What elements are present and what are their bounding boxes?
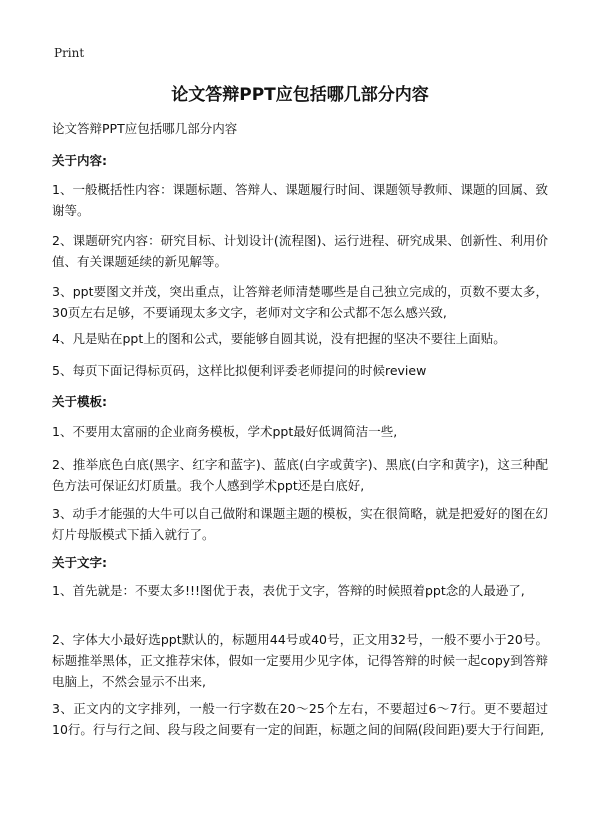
section-heading-content: 关于内容: (52, 153, 107, 168)
section-heading-text: 关于文字: (52, 555, 107, 570)
section-heading-template: 关于模板: (52, 394, 107, 409)
paragraph: 2、课题研究内容：研究目标、计划设计(流程图)、运行进程、研究成果、创新性、利用价值、有关课题延续的新见解等。 (52, 233, 548, 269)
paragraph: 1、首先就是：不要太多!!!图优于表，表优于文字，答辩的时候照着ppt念的人最逊了, (52, 583, 525, 598)
paragraph: 3、正文内的文字排列，一般一行字数在20～25个左右，不要超过6～7行。更不要超过10行。行与行之间、段与段之间要有一定的间距，标题之间的间隔(段间距)要大于行间距, (52, 701, 548, 737)
paragraph: 1、不要用太富丽的企业商务模板，学术ppt最好低调简洁一些, (52, 424, 398, 439)
paragraph: 2、推举底色白底(黑字、红字和蓝字)、蓝底(白字或黄字)、黑底(白字和黄字)，这三种配色方法可保证幻灯质量。我个人感到学术ppt还是白底好, (52, 457, 548, 493)
paragraph: 4、凡是贴在ppt上的图和公式，要能够自圆其说，没有把握的坚决不要往上面贴。 (52, 331, 506, 346)
paragraph: 2、字体大小最好选ppt默认的，标题用44号或40号，正文用32号，一般不要小于20号。标题推举黑体，正文推荐宋体，假如一定要用少见字体，记得答辩的时候一起copy到答辩电脑上，不然会显示不出来, (52, 632, 548, 689)
paragraph: 5、每页下面记得标页码，这样比拟便利评委老师提问的时候review (52, 363, 427, 378)
paragraph: 3、动手才能强的大牛可以自己做附和课题主题的模板，实在很简略，就是把爱好的图在幻灯片母版模式下插入就行了。 (52, 506, 548, 542)
page-title: 论文答辩PPT应包括哪几部分内容 (171, 85, 429, 105)
paragraph: 3、ppt要图文并茂，突出重点，让答辩老师清楚哪些是自己独立完成的，页数不要太多，30页左右足够，不要诵现太多文字，老师对文字和公式都不怎么感兴致, (52, 284, 548, 320)
paragraph: 1、一般概括性内容：课题标题、答辩人、课题履行时间、课题领导教师、课题的回属、致谢等。 (52, 182, 548, 218)
print-link[interactable]: Print (54, 46, 85, 60)
document-subtitle: 论文答辩PPT应包括哪几部分内容 (52, 121, 238, 136)
